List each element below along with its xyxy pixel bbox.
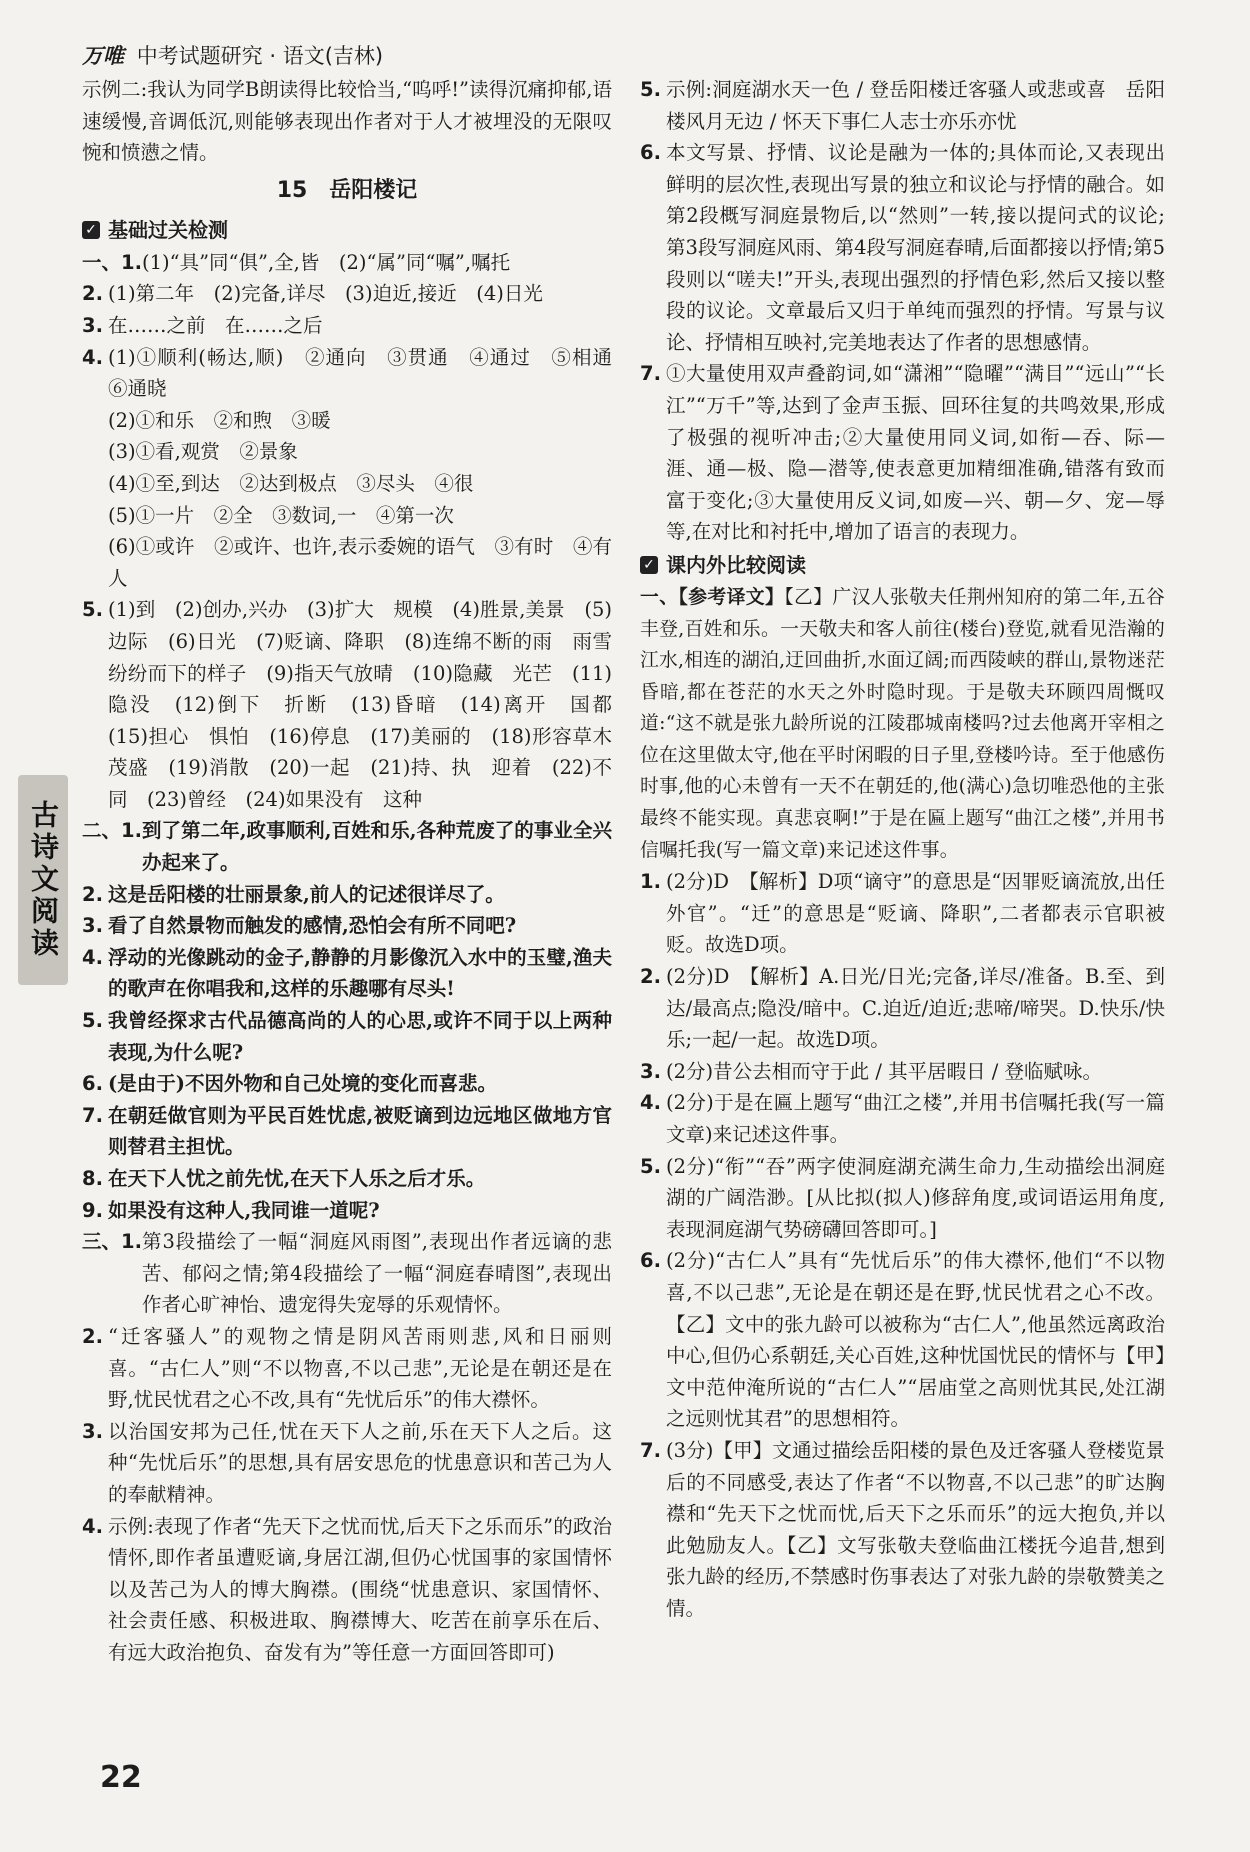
item-text: (2)①和乐 ②和煦 ③暖 <box>108 408 331 432</box>
list-item <box>82 436 612 468</box>
section-heading-label: 课内外比较阅读 <box>666 552 806 577</box>
part2-list <box>82 815 612 1226</box>
left-column <box>82 74 632 1669</box>
page-header <box>82 38 383 74</box>
list-item <box>82 247 612 279</box>
list-item <box>82 1195 612 1227</box>
item-number: 9. <box>82 1198 103 1222</box>
page-number: 22 <box>100 1760 142 1795</box>
item-number: 4. <box>82 1514 103 1538</box>
item-number: 5. <box>640 78 661 101</box>
list-item <box>82 1100 612 1163</box>
list-item <box>82 594 632 815</box>
list-item <box>82 1321 612 1416</box>
translation-label: 一、【参考译文】 <box>640 585 785 608</box>
item-text: (1)“具”同“俱”,全,皆 (2)“属”同“嘱”,嘱托 <box>141 250 511 274</box>
list-item <box>82 1511 612 1669</box>
section-heading <box>82 213 612 247</box>
lesson-title: 15 岳阳楼记 <box>276 177 418 203</box>
section-heading <box>640 548 1165 582</box>
list-item <box>640 358 1165 548</box>
item-number: 3. <box>640 1059 661 1083</box>
item-number: 4. <box>82 345 103 369</box>
item-number: 7. <box>640 1438 661 1462</box>
list-item <box>640 137 1165 358</box>
list-item <box>640 961 1165 1056</box>
item-number: 7. <box>640 362 661 386</box>
item-text: (2分)D 【解析】D项“谪守”的意思是“因罪贬谪流放,出任外官”。“迁”的意思是“贬谪、降职”,二者都表示官职被贬。故选D项。 <box>666 870 1165 957</box>
item-number <box>82 405 108 437</box>
item-number: 5. <box>82 598 103 622</box>
item-number: 2. <box>82 282 103 306</box>
list-item <box>82 910 612 942</box>
section-heading-label: 基础过关检测 <box>108 217 228 242</box>
item-number: 4. <box>82 945 103 969</box>
item-number <box>82 500 108 532</box>
list-item <box>82 342 632 405</box>
item-text: 示例:表现了作者“先天下之忧而忧,后天下之乐而乐”的政治情怀,即作者虽遭贬谪,身居江湖,但仍心忧国事的家国情怀以及苦己为人的博大胸襟。(围绕“忧患意识、家国情怀、社会责任感、积极进取、胸襟博大、吃苦在前享乐在后、有远大政治抱负、奋发有为”等任意一方面回答即可) <box>108 1514 612 1664</box>
item-number: 7. <box>82 1103 103 1127</box>
right-column <box>640 74 1165 1625</box>
item-number: 5. <box>82 1009 103 1033</box>
check-icon: ✓ <box>82 221 100 239</box>
item-number: 6. <box>82 1072 103 1096</box>
check-icon: ✓ <box>640 556 658 574</box>
item-text: 浮动的光像跳动的金子,静静的月影像沉入水中的玉璧,渔夫的歌声在你唱我和,这样的乐趣哪有尽头! <box>108 945 612 1001</box>
item-text: (3)①看,观赏 ②景象 <box>108 440 298 464</box>
item-number: 8. <box>82 1167 103 1190</box>
list-item <box>82 1226 612 1321</box>
side-tab <box>18 775 68 985</box>
item-number: 4. <box>640 1091 661 1115</box>
item-text: 到了第二年,政事顺利,百姓和乐,各种荒废了的事业全兴办起来了。 <box>141 819 612 875</box>
item-text: (5)①一片 ②全 ③数词,一 ④第一次 <box>108 503 454 527</box>
item-text: ①大量使用双声叠韵词,如“潇湘”“隐曜”“满目”“远山”“长江”“万千”等,达到了金声玉振、回环往复的共鸣效果,形成了极强的视听冲击;②大量使用同义词,如衔—吞、际—涯、通—极、隐—潜等,使表意更加精细准确,错落有致而富于变化;③大量使用反义词,如废—兴、朝—夕、宠—辱等,在对比和衬托中,增加了语言的表现力。 <box>666 362 1165 544</box>
item-text: “迁客骚人”的观物之情是阴风苦雨则悲,风和日丽则喜。“古仁人”则“不以物喜,不以己悲”,无论是在朝还是在野,忧民忧君之心不改,具有“先忧后乐”的伟大襟怀。 <box>108 1324 612 1412</box>
list-item <box>82 278 612 310</box>
item-number: 1. <box>640 870 661 894</box>
item-text: (2分)于是在匾上题写“曲江之楼”,并用书信嘱托我(写一篇文章)来记述这件事。 <box>666 1091 1165 1146</box>
list-item <box>82 500 612 532</box>
item-text: (2分)“古仁人”具有“先忧后乐”的伟大襟怀,他们“不以物喜,不以己悲”,无论是在朝还是在野,忧民忧君之心不改。【乙】文中的张九龄可以被称为“古仁人”,他虽然远离政治中心,但仍心系朝廷,关心百姓,这种忧国忧民的情怀与【甲】文中范仲淹所说的“古仁人”“居庙堂之高则忧其民,处江湖之远则忧其君”的思想相符。 <box>666 1249 1165 1431</box>
item-text: (6)①或许 ②或许、也许,表示委婉的语气 ③有时 ④有人 <box>108 535 612 590</box>
item-text: 在天下人忧之前先忧,在天下人乐之后才乐。 <box>108 1167 486 1190</box>
item-text: 在……之前 在……之后 <box>108 313 323 337</box>
list-item <box>640 1435 1165 1625</box>
intro-paragraph: 示例二:我认为同学B朗读得比较恰当,“呜呼!”读得沉痛抑郁,语速缓慢,音调低沉,则能够表现出作者对于人才被埋没的无限叹惋和愤懑之情。 <box>82 78 612 165</box>
list-item <box>640 1056 1165 1088</box>
translation-text: 【乙】广汉人张敬夫任荆州知府的第二年,五谷丰登,百姓和乐。一天敬夫和客人前往(楼台)登览,就看见浩瀚的江水,相连的湖泊,迂回曲折,水面辽阔;而西陵峡的群山,景物迷茫昏暗,都在苍茫的水天之外时隐时现。于是敬夫环顾四周慨叹道:“这不就是张九龄所说的江陵郡城南楼吗?过去他离开宰相之位在这里做太守,他在平时闲暇的日子里,登楼吟诗。至于他感伤时事,他的心未曾有一天不在朝廷的,他(满心)急切唯恐他的主张最终不能实现。真悲哀啊!”于是在匾上题写“曲江之楼”,并用书信嘱托我(写一篇文章)来记述这件事。 <box>640 586 1165 861</box>
item-number: 一、1. <box>82 250 142 274</box>
item-text: 示例:洞庭湖水天一色 / 登岳阳楼迁客骚人或悲或喜 岳阳楼风月无边 / 怀天下事仁人志士亦乐亦忧 <box>666 78 1165 133</box>
item-text: (1)到 (2)创办,兴办 (3)扩大 规模 (4)胜景,美景 (5)边际 (6)日光 (7)贬谪、降职 (8)连绵不断的雨 雨雪纷纷而下的样子 (9)指天气放晴 (10)隐藏 光芒 (11)隐没 (12)倒下 折断 (13)昏暗 (14)离开 国都 (15)担心 惧怕 (16)停息 (17)美丽的 (18)形容草木茂盛 (19)消散 (20)一起 (21)持、执 迎着 (22)不同 (23)曾经 (24)如果没有 这种 <box>108 598 632 811</box>
list-item <box>640 866 1165 961</box>
item-number: 3. <box>82 313 103 337</box>
list-item <box>82 1416 612 1511</box>
item-number: 2. <box>82 882 103 906</box>
list-item <box>82 310 612 342</box>
item-text: 以治国安邦为己任,忧在天下人之前,乐在天下人之后。这种“先忧后乐”的思想,具有居安思危的忧患意识和苦己为人的奉献精神。 <box>108 1419 612 1506</box>
item-text: 我曾经探求古代品德高尚的人的心思,或许不同于以上两种表现,为什么呢? <box>108 1009 612 1064</box>
item-text: 在朝廷做官则为平民百姓忧虑,被贬谪到边远地区做地方官则替君主担忧。 <box>108 1103 612 1159</box>
book-title: 中考试题研究 · 语文(吉林) <box>136 44 384 68</box>
item-text: (是由于)不因外物和自己处境的变化而喜悲。 <box>108 1072 497 1096</box>
list-item <box>82 468 612 500</box>
item-text: 看了自然景物而触发的感情,恐怕会有所不同吧? <box>108 914 517 938</box>
answers-list <box>640 866 1165 1624</box>
list-item <box>82 1068 612 1100</box>
item-text: 如果没有这种人,我同谁一道呢? <box>108 1198 380 1222</box>
list-item <box>640 1245 1165 1435</box>
list-item <box>640 1087 1165 1150</box>
list-item <box>82 405 612 437</box>
side-tab-label: 古诗文阅读 <box>27 800 60 960</box>
list-item <box>82 879 612 911</box>
list-item <box>82 1005 612 1068</box>
list-item <box>640 74 1165 137</box>
item-number: 三、1. <box>82 1230 142 1254</box>
item-text: (3分)【甲】文通过描绘岳阳楼的景色及迁客骚人登楼览景后的不同感受,表达了作者“不以物喜,不以己悲”的旷达胸襟和“先天下之忧而忧,后天下之乐而乐”的远大抱负,并以此勉励友人。【乙】文写张敬夫登临曲江楼抚今追昔,想到张九龄的经历,不禁感时伤事表达了对张九龄的崇敬赞美之情。 <box>666 1438 1165 1620</box>
item-text: (2分)D 【解析】A.日光/日光;完备,详尽/准备。B.至、到达/最高点;隐没/暗中。C.迫近/迫近;悲啼/啼哭。D.快乐/快乐;一起/一起。故选D项。 <box>666 965 1165 1052</box>
item-text: (4)①至,到达 ②达到极点 ③尽头 ④很 <box>108 471 474 495</box>
reference-translation <box>640 582 1165 866</box>
list-item <box>82 1163 612 1195</box>
item-number: 3. <box>82 914 103 938</box>
item-number: 6. <box>640 1249 661 1273</box>
item-number <box>82 468 108 500</box>
item-number: 2. <box>640 965 661 989</box>
part3-continued-list <box>640 74 1165 548</box>
item-text: 本文写景、抒情、议论是融为一体的;具体而论,又表现出鲜明的层次性,表现出写景的独立和议论与抒情的融合。如第2段概写洞庭景物后,以“然则”一转,接以提问式的议论;第3段写洞庭风雨、第4段写洞庭春晴,后面都接以抒情;第5段则以“嗟夫!”开头,表现出强烈的抒情色彩,然后又接以整段的议论。文章最后又归于单纯而强烈的抒情。写景与议论、抒情相互映衬,完美地表达了作者的思想感情。 <box>666 141 1165 354</box>
part1-list <box>82 247 632 816</box>
part3-list <box>82 1226 612 1668</box>
list-item <box>82 531 612 594</box>
brand-logo: 万唯 <box>82 44 124 68</box>
item-number: 二、1. <box>82 819 142 843</box>
list-item <box>82 942 612 1005</box>
list-item <box>82 815 612 878</box>
item-number <box>82 531 108 594</box>
item-number: 2. <box>82 1324 103 1348</box>
item-text: (1)第二年 (2)完备,详尽 (3)迫近,接近 (4)日光 <box>108 282 543 306</box>
item-text: 第3段描绘了一幅“洞庭风雨图”,表现出作者远谪的悲苦、郁闷之情;第4段描绘了一幅“洞庭春晴图”,表现出作者心旷神怡、遗宠得失宠辱的乐观情怀。 <box>141 1230 612 1317</box>
item-number: 5. <box>640 1154 661 1178</box>
item-number <box>82 436 108 468</box>
list-item <box>640 1151 1165 1246</box>
item-text: (1)①顺利(畅达,顺) ②通向 ③贯通 ④通过 ⑤相通 ⑥通晓 <box>108 345 632 401</box>
item-text: 这是岳阳楼的壮丽景象,前人的记述很详尽了。 <box>108 882 505 906</box>
item-text: (2分)“衔”“吞”两字使洞庭湖充满生命力,生动描绘出洞庭湖的广阔浩渺。[从比拟(拟人)修辞角度,或词语运用角度,表现洞庭湖气势磅礴回答即可。] <box>666 1154 1165 1241</box>
item-text: (2分)昔公去相而守于此 / 其平居暇日 / 登临赋咏。 <box>666 1059 1103 1083</box>
item-number: 6. <box>640 141 661 165</box>
item-number: 3. <box>82 1419 103 1443</box>
